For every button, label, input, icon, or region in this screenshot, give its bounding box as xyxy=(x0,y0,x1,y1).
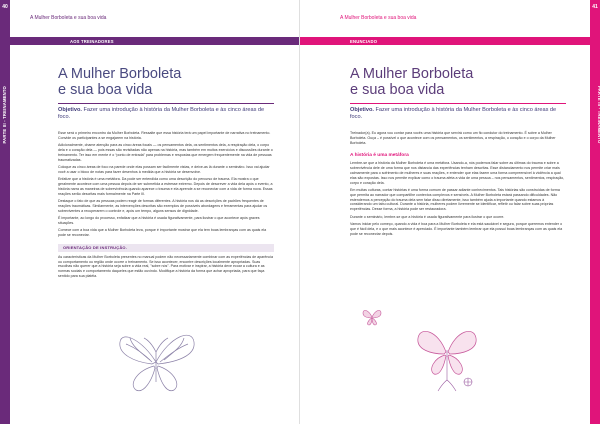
page-number-right: 41 xyxy=(592,4,598,10)
left-page xyxy=(0,0,300,424)
band-label-left: AOS TREINADORES xyxy=(70,38,114,44)
title-rule-right xyxy=(350,103,566,104)
side-label-right: PARTE III - TREINAMENTO xyxy=(597,86,602,144)
section-band-left xyxy=(10,37,300,45)
running-header-right: A Mulher Borboleta e sua boa vida xyxy=(340,15,417,21)
paragraph: Esse será o primeiro encontro da Mulher Borboleta. Ressalte que essa história terá um papel importante de narrativa no treinamento. Convide os participantes a se engajarem na história. xyxy=(58,131,271,140)
title-line1-left: A Mulher Borboleta xyxy=(58,66,182,82)
objective-left xyxy=(58,107,274,121)
objective-label-right: Objetivo. xyxy=(350,107,374,113)
paragraph: Destaque o fato de que as pessoas podem reagir de formas diferentes. A história nos dá as descrições de padrões frequentes de reações traumáticas. Similarmente, as intervenções descritas são exemplos de possíveis abordagens e ferramentas para ajudar os sobreviventes a recuperarem o controle e, após um tempo, alguns sensos de dignidade. xyxy=(58,198,268,213)
title-line1-right: A Mulher Borboleta xyxy=(350,66,474,82)
butterfly-small-icon xyxy=(361,306,383,328)
instruction-box-heading: ORIENTAÇÃO DE INSTRUÇÃO. xyxy=(58,244,274,252)
trainer-intro-paragraph: Treinador(a). Eu agora vou contar para vocês uma história que servirá como um fio condutor do treinamento. É sobre a Mulher Borboleta. Ouça – é possível o que acontece com os pensamentos, os sentimentos, a respiração, o coração e o corpo da Mulher Borboleta. xyxy=(350,131,556,145)
title-line2-right: e sua boa vida xyxy=(350,82,445,98)
band-label-right: ENUNCIADO xyxy=(350,38,378,44)
side-label-left: PARTE III - TREINAMENTO xyxy=(2,86,7,144)
page-title-right xyxy=(350,66,566,98)
paragraph: Enfatize que a história é uma metáfora. Da pode ser entendida como uma descrição do percurso de trauma. Ela mostra o que geralmente acontece com uma pessoa depois de ser submetida a estresse extremo. Depois de descrever a vida dela após o evento, a história narra as maneiras de sobrevivência quando aparece o trauma e ela aprende a se reconectar com a vida de forma nova. Essas reações serão descritas mais formalmente na Parte III. xyxy=(58,177,273,196)
right-side-tab xyxy=(590,0,600,424)
title-rule-left xyxy=(58,103,274,104)
title-line2-left: e sua boa vida xyxy=(58,82,153,98)
butterfly-flower-icon xyxy=(408,322,484,392)
objective-text-left: Fazer uma introdução à história da Mulher Borboleta e às cinco áreas de foco. xyxy=(58,107,265,120)
right-page xyxy=(300,0,600,424)
page-title-left xyxy=(58,66,274,98)
butterfly-sketch-icon xyxy=(112,322,200,400)
page-number-left: 40 xyxy=(2,4,8,10)
paragraph: É importante, ao longo do processo, enfatizar que a história é usada figurativamente, para ilustrar o que acontece após graves situações. xyxy=(58,215,260,225)
paragraph: Adicionalmente, chame atenção para as cinco áreas focais — os pensamentos dela, os sentimentos dela, a respiração dela, o corpo dela e o coração dela — pois essas são revisitadas não apenas na história, mas também em muitos exercícios e discussões durante o treinamento. Ter isso em mente é o “ponto de entrada” para problemas e respostas que emergem frequentemente na vida de pessoas traumatizadas. xyxy=(58,143,273,162)
objective-label-left: Objetivo. xyxy=(58,107,82,113)
objective-text-right: Fazer uma introdução à história da Mulher Borboleta e às cinco áreas de foco. xyxy=(350,107,557,120)
paragraph: Coloque as cinco áreas de foco na parede onde elas possam ser facilmente vistas, e deixe-as lá durante o semináiro. Isso vai ajudar você a usar o bloco de notas para fazer desenhos à medida que a história se desenvolve. xyxy=(58,164,270,174)
running-header-left: A Mulher Borboleta e sua boa vida xyxy=(30,15,107,21)
paragraph: Lembre-se que a história da Mulher Borboleta é uma metáfora. Usando-a, nós podemos falar sobre as últimas do trauma e sobre a sobrevivência dele de uma forma que nos distancia das experiências tenham descritas. Esse distanciamento nos permite criar mais calmamente para o sofrimento de mulheres e suas reações, e entender que elas fazem uma forma compreensível à violência a qual elas são expostas. Isso nos permite explicar como o trauma afeta a vida de uma pessoa – nos pensamentos, sentimentos, respiração, corpo e coração dela. xyxy=(350,161,565,185)
instruction-box-paragraph: As características da Mulher Borboleta presentes no manual podem não necessariamente combinar com as experiências de aparência ou comportamento ou região onde ocorre o treinamento. Se isso acontecer, encontre descrições localmente apropriadas. Suas escolhas não querer que a história seja sobre a vida real, "sobre nós". Para motivar e inspirar, a história deve ecoar a cultura e as normas sociais e comportamento daqueles que estão ouvindo. Modifique a história da forma que achar apropriada, para que faça sentido para sua platéia. xyxy=(58,254,273,278)
paragraph: Vamos iniciar pelo começo, quando a vida é boa para a Mulher Borboleta e ela está saudável e segura, porque queremos entender o que é fácil dela, e o que mais acontece é apreciado. É importante também lembrar que ela possui boas lembranças com as quais ela pode se reconectar depois. xyxy=(350,221,563,236)
paragraph: Comece com a boa vida que a Mulher Borboleta leva, porque é importante mostrar que ela tem boas lembranças com as quais ela pode se reconectar. xyxy=(58,228,267,237)
left-content-column xyxy=(58,66,274,281)
paragraph: Durante o seminário, lembre-se que a história é usada figurativamente para ilustrar o que ocorre. xyxy=(350,214,505,219)
metaphor-subheading: A história é uma metáfora xyxy=(350,153,409,159)
objective-right xyxy=(350,107,566,121)
paragraph: Em muitas culturas, contar histórias é uma forma comum de passar adiante conhecimentos. Tais histórias são construídas de forma que permita ao narrador que compartilhe contextos complexos e sensíveis. A Mulher Borboleta estará passando dificuldades. Não estendemos a percepção do trauma dela sem falar disso diretamente, isso também ajuda a importante quando estamos à considerando um tabu cultural. Durante a história, mulheres podem livremente se identificar, refletir ou falar sobre suas próprias experiências. Desse forma, a história pode ser restauradora. xyxy=(350,187,560,212)
section-band-right xyxy=(300,37,590,45)
left-side-tab xyxy=(0,0,10,424)
right-content-column xyxy=(350,66,566,239)
